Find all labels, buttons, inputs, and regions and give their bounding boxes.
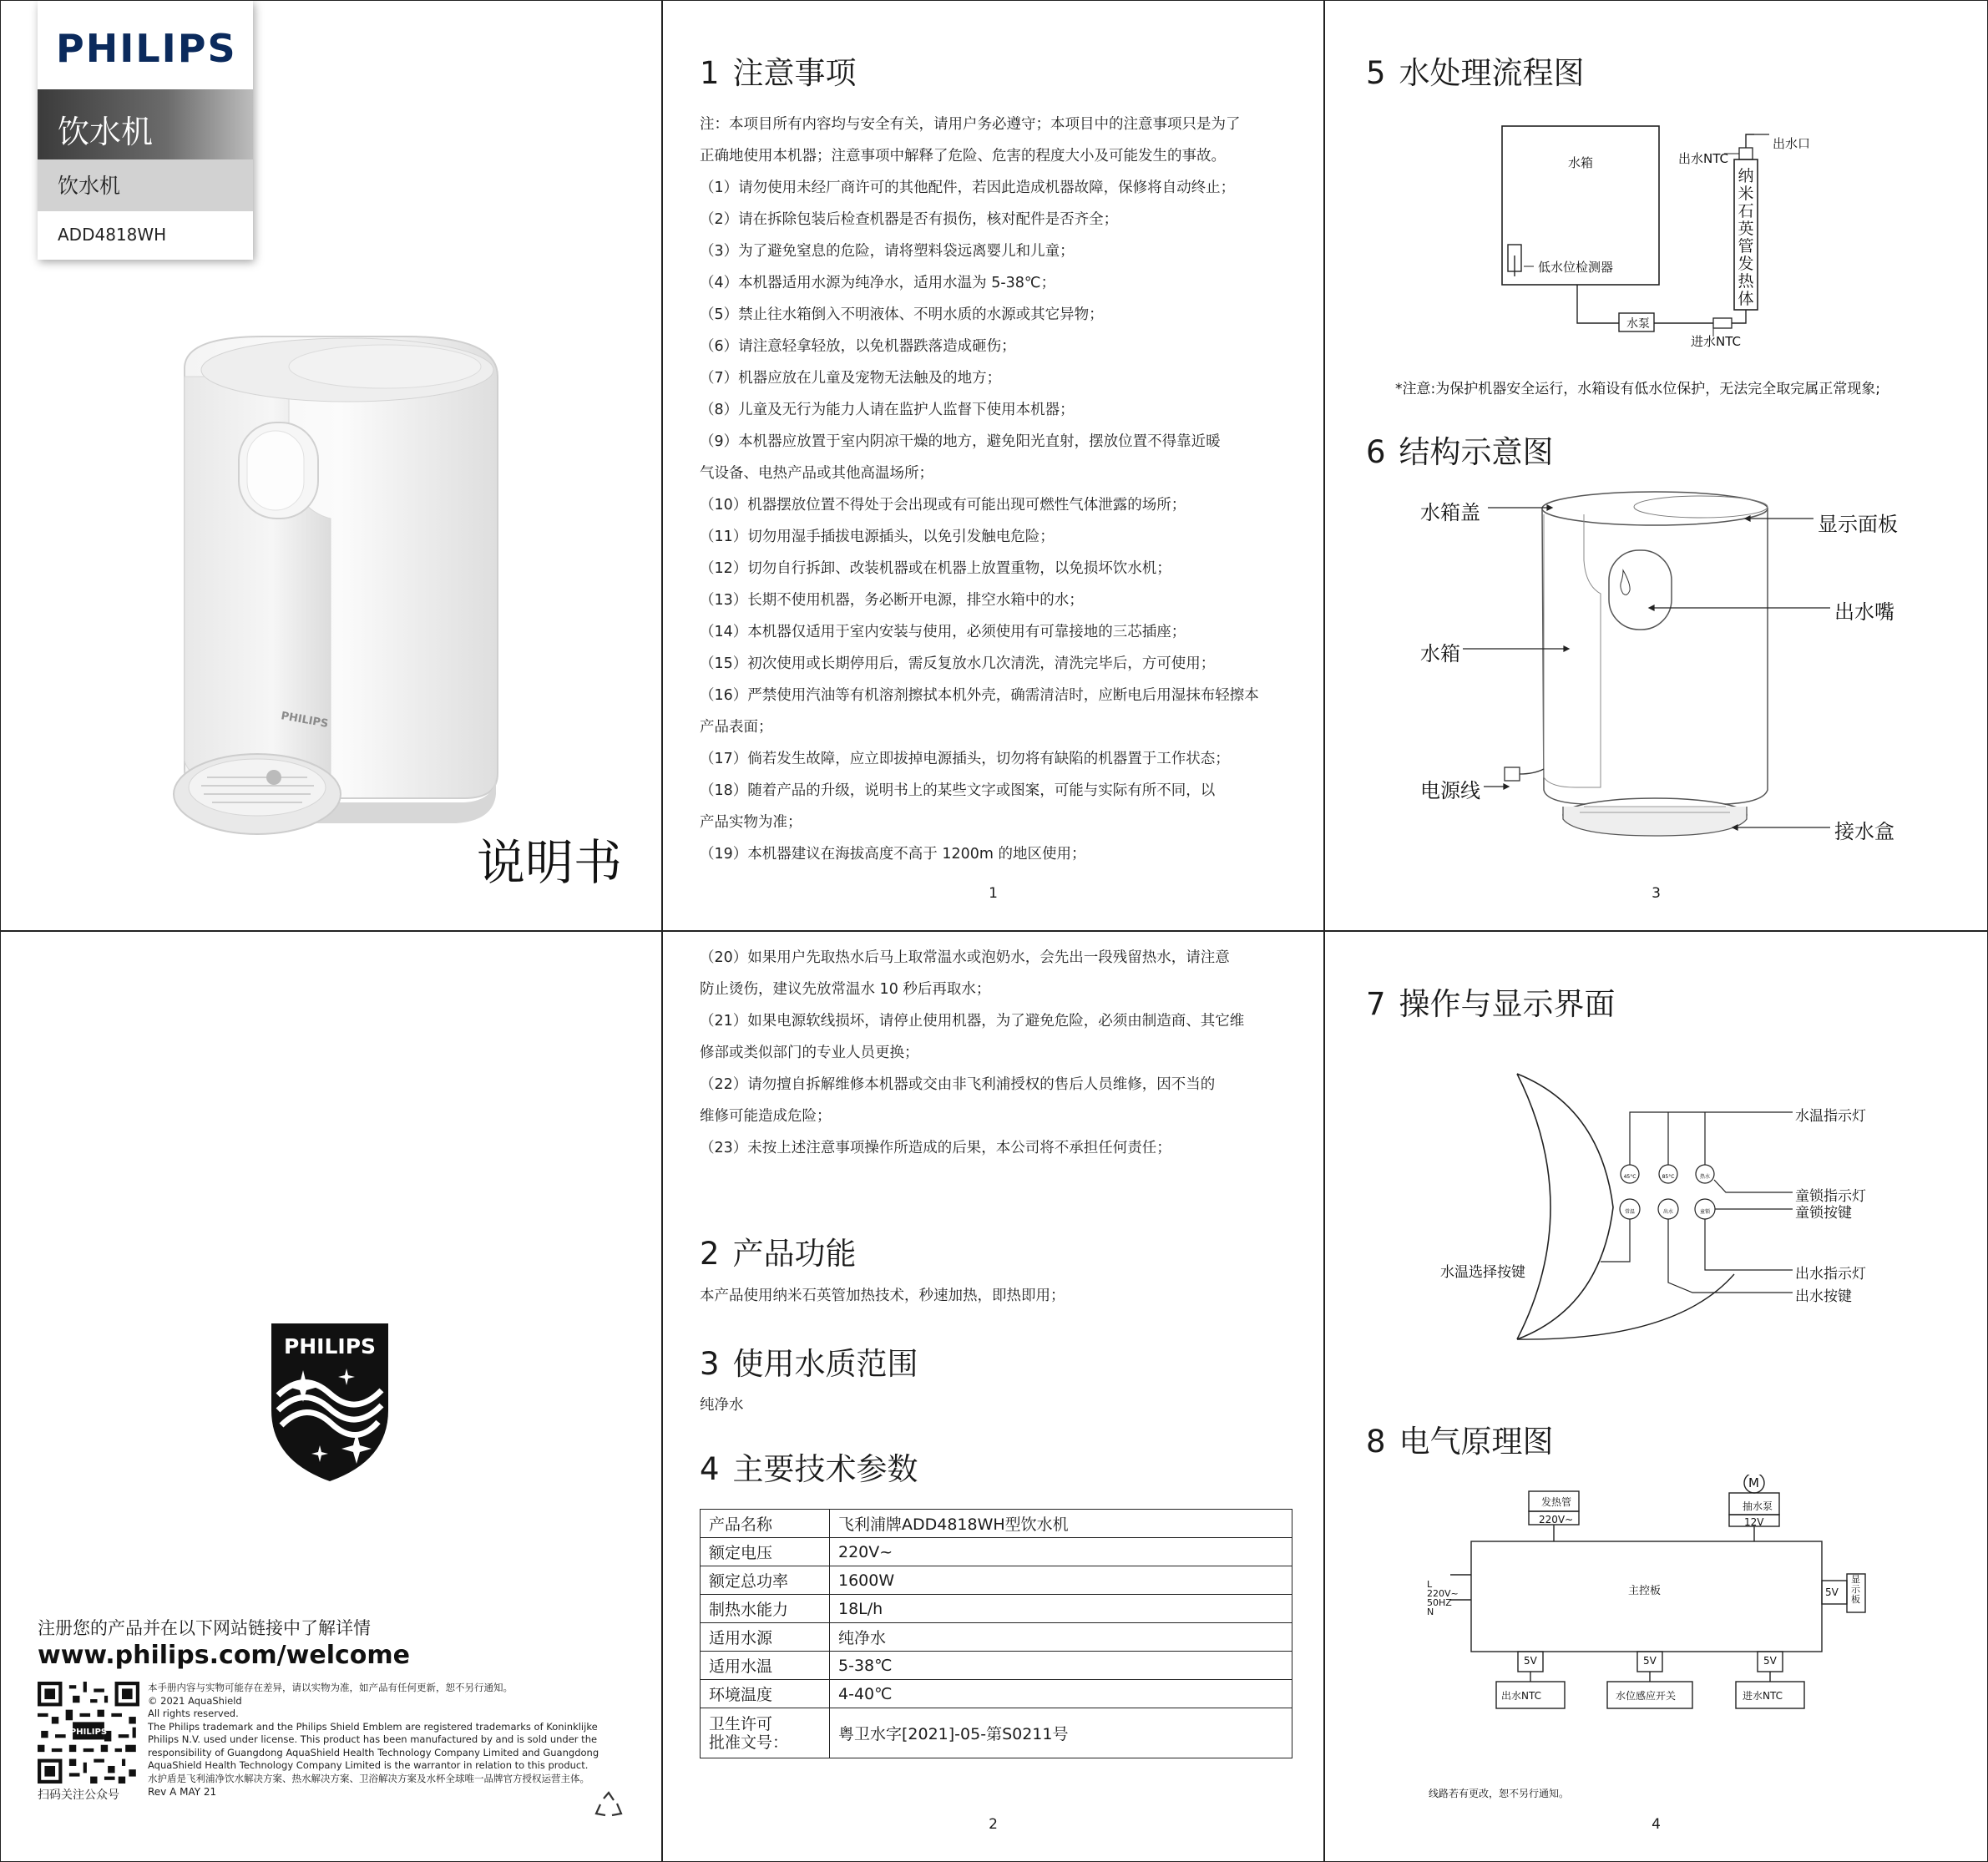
safety-line: （17）倘若发生故障，应立即拔掉电源插头，切勿将有缺陷的机器置于工作状态； [700, 751, 1230, 767]
safety-line: （14）本机器仅适用于室内安装与使用，必须使用有可靠接地的三芯插座； [700, 624, 1186, 640]
safety-line: （10）机器摆放位置不得处于会出现或有可能出现可燃性气体泄露的场所； [700, 497, 1186, 514]
emblem-word: PHILIPS [283, 1334, 377, 1359]
flow-low-level-label: 低水位检测器 [1538, 260, 1614, 275]
heater-label: 发热管 [1541, 1496, 1572, 1508]
flow-heater-label: 纳米石英管发热体 [1738, 167, 1754, 308]
safety-line: 维修可能造成危险； [700, 1108, 832, 1125]
product-function-text: 本产品使用纳米石英管加热技术，秒速加热，即热即用； [700, 1288, 1065, 1304]
control-panel-diagram [1325, 1057, 1988, 1341]
safety-line: （16）严禁使用汽油等有机溶剂擦拭本机外壳，确需清洁时，应断电后用湿抹布轻擦本 [700, 687, 1259, 704]
water-dispenser-image [164, 326, 514, 861]
display-voltage: 5V [1825, 1586, 1839, 1598]
section-heading-4: 4 主要技术参数 [700, 1451, 918, 1487]
section-heading-5: 5 水处理流程图 [1366, 55, 1585, 91]
safety-line: （21）如果电源软线损坏，请停止使用机器，为了避免危险，必须由制造商、其它维 [700, 1013, 1245, 1030]
svg-text:童锁: 童锁 [1699, 1209, 1711, 1215]
safety-line: （6）请注意轻拿轻放，以免机器跌落造成砸伤； [700, 338, 1016, 355]
section-heading-3: 3 使用水质范围 [700, 1346, 918, 1382]
legal-fine-print: 本手册内容与实物可能存在差异，请以实物为准，如产品有任何更新，恕不另行通知。 © 2021 AquaShield All rights reserved. The Philips trademark and the Philips Shield Emblem are registered trademarks of Koninklijke Philips N.V. used under license. This product has been manufactured by and is sold under the responsibility of Guangdong AquaShield Health Technology Company Limited and Guangdong AquaShield Health Technology Company Limited is the warrantor in relation to this product. 水护盾是飞利浦净饮水解决方案、热水解决方案、卫浴解决方案及水杯全球唯一品牌官方授权运营主体。 [148, 1682, 599, 1784]
qr-caption: 扫码关注公众号 [38, 1789, 119, 1802]
temp-indicator-label: 水温指示灯 [1795, 1108, 1866, 1125]
safety-line: （12）切勿自行拆卸、改装机器或在机器上放置重物，以免损坏饮水机； [700, 560, 1171, 577]
sensor-label: 水位感应开关 [1616, 1690, 1677, 1702]
page-number: 2 [989, 1816, 998, 1833]
philips-logo: PHILIPS [56, 26, 237, 71]
flow-outlet-label: 出水口 [1773, 136, 1811, 151]
safety-line: （8）儿童及无行为能力人请在监护人监督下使用本机器； [700, 402, 1075, 418]
pump-label: 抽水泵 [1743, 1500, 1773, 1512]
table-row: 额定电压 220V~ [701, 1538, 1292, 1566]
safety-line: （22）请勿擅自拆解维修本机器或交由非飞利浦授权的售后人员维修，因不当的 [700, 1076, 1216, 1093]
philips-url[interactable]: www.philips.com/welcome [38, 1641, 410, 1670]
section-heading-7: 7 操作与显示界面 [1366, 986, 1616, 1022]
spec-table [700, 1509, 1292, 1758]
out-key-label: 出水按键 [1795, 1288, 1852, 1305]
table-row: 卫生许可 批准文号： 粤卫水字[2021]-05-第S0211号 [701, 1708, 1292, 1758]
svg-text:常温: 常温 [1624, 1209, 1636, 1215]
safety-notes-continued [700, 942, 1305, 1164]
table-row: 额定总功率 1600W [701, 1566, 1292, 1595]
safety-line: （13）长期不使用机器，务必断开电源，排空水箱中的水； [700, 592, 1084, 609]
safety-line: （3）为了避免窒息的危险，请将塑料袋远离婴儿和儿童； [700, 243, 1075, 260]
manual-title: 说明书 [477, 834, 623, 891]
safety-line: 修部或类似部门的专业人员更换； [700, 1045, 919, 1061]
page-2 [662, 931, 1324, 1862]
safety-line: （4）本机器适用水源为纯净水，适用水温为 5-38℃； [700, 275, 1056, 291]
safety-line: （1）请勿使用未经厂商许可的其他配件，若因此造成机器故障，保修将自动终止； [700, 180, 1236, 196]
section-heading-8: 8 电气原理图 [1366, 1424, 1554, 1460]
structure-tray-label: 接水盒 [1834, 820, 1894, 843]
recycle-icon [592, 1790, 625, 1824]
philips-shield-emblem [266, 1318, 393, 1485]
svg-text:PHILIPS: PHILIPS [69, 1728, 108, 1738]
svg-text:热水: 热水 [1699, 1174, 1711, 1180]
safety-line: （5）禁止往水箱倒入不明液体、不明水质的水源或其它异物； [700, 306, 1104, 323]
section-heading-2: 2 产品功能 [700, 1236, 857, 1272]
in-ntc-label: 进水NTC [1743, 1690, 1783, 1702]
out-indicator-label: 出水指示灯 [1795, 1266, 1866, 1283]
structure-spout-label: 出水嘴 [1834, 600, 1894, 624]
safety-line: （23）未按上述注意事项操作所造成的后果，本公司将不承担任何责任； [700, 1140, 1171, 1156]
revision-text: Rev A MAY 21 [148, 1786, 217, 1798]
flow-pump-label: 水泵 [1626, 317, 1650, 331]
out-ntc-voltage: 5V [1524, 1655, 1537, 1667]
flow-note: *注意:为保护机器安全运行，水箱设有低水位保护，无法完全取完属正常现象; [1395, 381, 1880, 397]
table-row: 制热水能力 18L/h [701, 1595, 1292, 1623]
section-heading-1: 1 注意事项 [700, 55, 857, 91]
safety-line: （20）如果用户先取热水后马上取常温水或泡奶水，会先出一段残留热水，请注意 [700, 949, 1230, 966]
page-3 [1324, 0, 1988, 931]
table-row: 产品名称 飞利浦牌ADD4818WH型饮水机 [701, 1510, 1292, 1538]
in-ntc-voltage: 5V [1763, 1655, 1777, 1667]
safety-line: （7）机器应放在儿童及宠物无法触及的地方； [700, 370, 1002, 387]
product-name-band [38, 89, 253, 159]
flow-tank-label: 水箱 [1568, 155, 1594, 170]
safety-line: 产品实物为准； [700, 814, 802, 831]
motor-symbol: M [1748, 1475, 1759, 1490]
circuit-diagram [1325, 1475, 1988, 1725]
safety-line: （18）随着产品的升级，说明书上的某些文字或图案，可能与实际有所不同，以 [700, 782, 1216, 799]
power-input-label: L 220V~ 50HZ N [1427, 1579, 1459, 1617]
flow-out-ntc-label: 出水NTC [1678, 151, 1728, 166]
safety-line: 注：本项目所有内容均与安全有关，请用户务必遵守；本项目中的注意事项只是为了 [700, 116, 1241, 133]
brand-tag [38, 1, 253, 260]
page-4 [1324, 931, 1988, 1862]
svg-text:45°C: 45°C [1623, 1174, 1636, 1180]
safety-line: （15）初次使用或长期停用后，需反复放水几次清洗，清洗完毕后，方可使用； [700, 655, 1216, 672]
child-lock-key-label: 童锁按键 [1795, 1205, 1852, 1222]
child-lock-light-label: 童锁指示灯 [1795, 1188, 1866, 1205]
safety-line: 气设备、电热产品或其他高温场所； [700, 465, 933, 482]
structure-cord-label: 电源线 [1420, 779, 1480, 802]
safety-line: （2）请在拆除包装后检查机器是否有损伤，核对配件是否齐全； [700, 211, 1119, 228]
page-1 [662, 0, 1324, 931]
circuit-footnote: 线路若有更改，恕不另行通知。 [1429, 1788, 1570, 1799]
product-name: 饮水机 [58, 114, 154, 150]
table-row: 适用水温 5-38℃ [701, 1652, 1292, 1680]
temp-select-label: 水温选择按键 [1440, 1264, 1525, 1281]
qr-code[interactable] [38, 1682, 139, 1784]
page-number: 3 [1652, 885, 1661, 902]
section-heading-6: 6 结构示意图 [1366, 434, 1554, 470]
svg-text:出水: 出水 [1662, 1209, 1674, 1215]
structure-lid-label: 水箱盖 [1420, 501, 1480, 524]
page-number: 4 [1652, 1816, 1661, 1833]
safety-line: （11）切勿用湿手插拔电源插头，以免引发触电危险； [700, 529, 1055, 545]
product-subtitle: 饮水机 [58, 174, 121, 198]
safety-line: 防止烫伤，建议先放常温水 10 秒后再取水； [700, 981, 991, 998]
safety-line: 产品表面； [700, 719, 773, 736]
page-number: 1 [989, 885, 998, 902]
model-number: ADD4818WH [58, 225, 167, 245]
register-text: 注册您的产品并在以下网站链接中了解详情 [38, 1618, 371, 1638]
main-board-label: 主控板 [1628, 1585, 1662, 1597]
flow-in-ntc-label: 进水NTC [1691, 334, 1741, 349]
water-quality-text: 纯净水 [700, 1397, 744, 1414]
safety-line: 正确地使用本机器；注意事项中解释了危险、危害的程度大小及可能发生的事故。 [700, 148, 1226, 164]
back-cover-panel [0, 931, 662, 1862]
structure-tank-label: 水箱 [1420, 642, 1460, 665]
out-ntc-label: 出水NTC [1501, 1690, 1541, 1702]
table-row: 环境温度 4-40℃ [701, 1680, 1292, 1708]
svg-text:85°C: 85°C [1662, 1174, 1675, 1180]
structure-display-label: 显示面板 [1818, 513, 1898, 536]
heater-voltage: 220V~ [1539, 1514, 1574, 1526]
device-brand-label: PHILIPS [280, 710, 330, 731]
water-flow-diagram [1325, 109, 1988, 360]
safety-line: （19）本机器建议在海拔高度不高于 1200m 的地区使用； [700, 846, 1086, 863]
sensor-voltage: 5V [1643, 1655, 1657, 1667]
pump-voltage: 12V [1744, 1516, 1764, 1528]
safety-notes [700, 109, 1305, 870]
display-board-label: 显示板 [1851, 1574, 1860, 1605]
safety-line: （9）本机器应放置于室内阴凉干燥的地方，避免阳光直射，摆放位置不得靠近暖 [700, 433, 1221, 450]
cover-panel [0, 0, 662, 931]
product-subtitle-band [38, 159, 253, 211]
table-row: 适用水源 纯净水 [701, 1623, 1292, 1652]
